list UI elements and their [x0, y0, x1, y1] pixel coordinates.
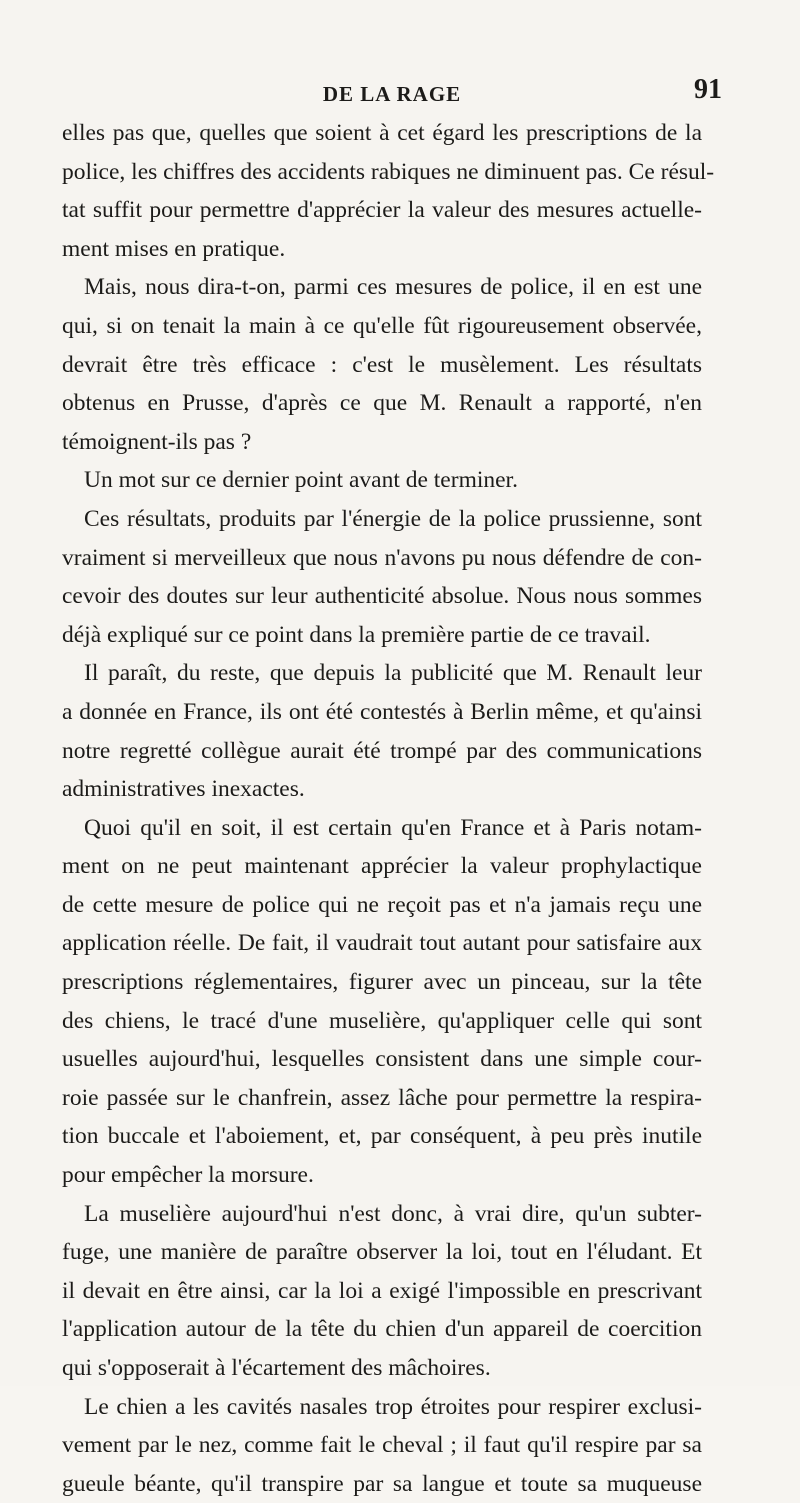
text-line: Il paraît, du reste, que depuis la publicité que M. Renault leur: [84, 660, 702, 687]
text-line: Un mot sur ce dernier point avant de terminer.: [84, 467, 518, 494]
text-line: administratives inexactes.: [62, 776, 305, 803]
text-line: police, les chiffres des accidents rabiques ne diminuent pas. Ce résul-: [62, 158, 715, 185]
text-line: notre regretté collègue aurait été trompé par des communications: [62, 737, 702, 764]
text-line: Mais, nous dira-t-on, parmi ces mesures de police, il en est une: [84, 274, 702, 301]
text-line: il devait en être ainsi, car la loi a exigé l'impossible en prescrivant: [62, 1277, 702, 1304]
text-line: vraiment si merveilleux que nous n'avons pu nous défendre de con-: [62, 544, 702, 571]
text-line: témoignent-ils pas ?: [62, 428, 252, 455]
text-line: roie passée sur le chanfrein, assez lâche pour permettre la respira-: [62, 1084, 702, 1111]
text-line: de cette mesure de police qui ne reçoit pas et n'a jamais reçu une: [62, 891, 702, 918]
text-line: usuelles aujourd'hui, lesquelles consistent dans une simple cour-: [62, 1046, 702, 1073]
text-line: vement par le nez, comme fait le cheval ; il faut qu'il respire par sa: [62, 1432, 702, 1459]
text-line: La muselière aujourd'hui n'est donc, à vrai dire, qu'un subter-: [84, 1200, 702, 1227]
text-line: obtenus en Prusse, d'après ce que M. Renault a rapporté, n'en: [62, 390, 702, 417]
text-line: Ces résultats, produits par l'énergie de la police prussienne, sont: [84, 505, 702, 532]
text-line: qui, si on tenait la main à ce qu'elle fût rigoureusement observée,: [62, 312, 702, 339]
text-line: elles pas que, quelles que soient à cet égard les prescriptions de la: [62, 120, 702, 146]
text-line: tion buccale et l'aboiement, et, par conséquent, à peu près inutile: [62, 1123, 702, 1150]
text-line: fuge, une manière de paraître observer la loi, tout en l'éludant. Et: [62, 1239, 702, 1266]
text-line: pour empêcher la morsure.: [62, 1162, 314, 1189]
text-line: ment on ne peut maintenant apprécier la valeur prophylactique: [62, 853, 702, 880]
text-line: déjà expliqué sur ce point dans la première partie de ce travail.: [62, 621, 651, 648]
text-line: Le chien a les cavités nasales trop étroites pour respirer exclusi-: [84, 1393, 702, 1420]
page-header: [62, 74, 722, 114]
text-line: gueule béante, qu'il transpire par sa langue et toute sa muqueuse: [62, 1470, 702, 1497]
text-line: devrait être très efficace : c'est le musèlement. Les résultats: [62, 351, 702, 378]
text-line: Quoi qu'il en soit, il est certain qu'en France et à Paris notam-: [84, 814, 702, 841]
page-number: 91: [694, 74, 722, 105]
text-line: ment mises en pratique.: [62, 235, 286, 262]
text-line: a donnée en France, ils ont été contestés à Berlin même, et qu'ainsi: [62, 698, 702, 725]
text-line: application réelle. De fait, il vaudrait tout autant pour satisfaire aux: [62, 930, 702, 957]
text-line: cevoir des doutes sur leur authenticité absolue. Nous nous sommes: [62, 583, 702, 610]
running-head: DE LA RAGE: [322, 82, 462, 106]
text-line: des chiens, le tracé d'une muselière, qu'appliquer celle qui sont: [62, 1007, 702, 1034]
text-line: prescriptions réglementaires, figurer avec un pinceau, sur la tête: [62, 969, 702, 996]
body-text: [62, 114, 715, 1503]
text-line: tat suffit pour permettre d'apprécier la valeur des mesures actuelle-: [62, 197, 702, 224]
text-line: l'application autour de la tête du chien d'un appareil de coercition: [62, 1316, 702, 1343]
text-line: qui s'opposerait à l'écartement des mâchoires.: [62, 1355, 491, 1381]
